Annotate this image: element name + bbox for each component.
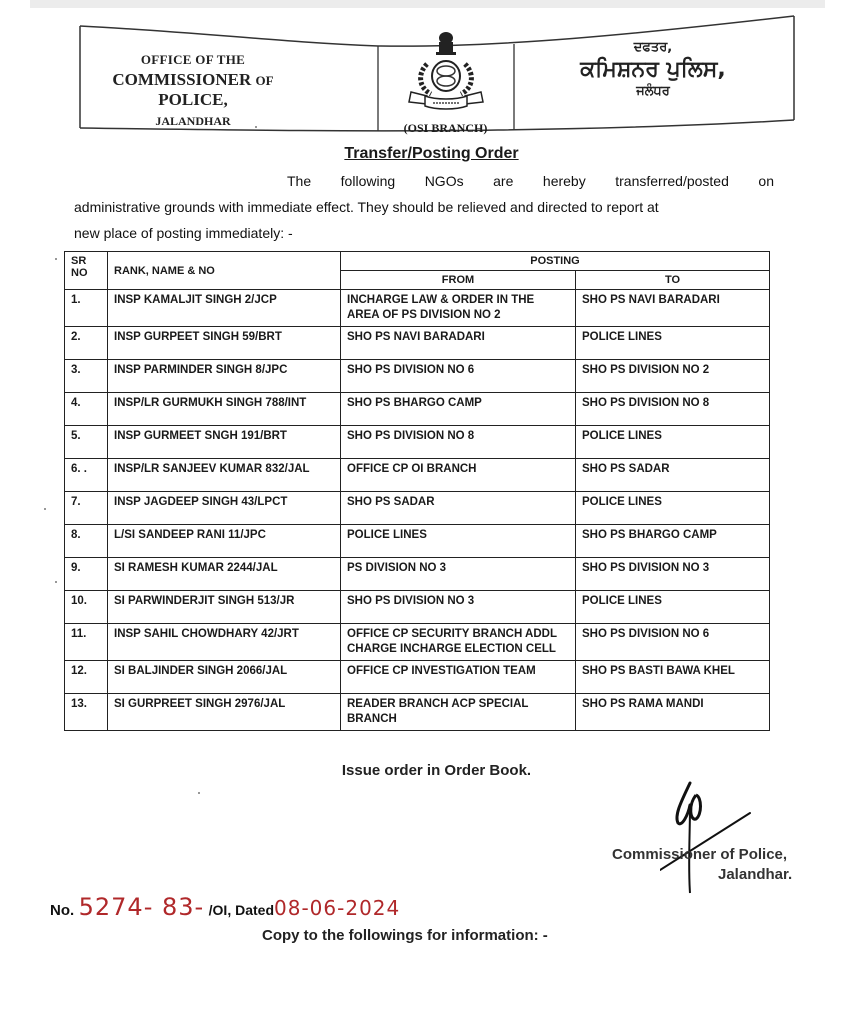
punjabi-line-3: ਜਲੰਧਰ	[636, 84, 670, 99]
name-cell: INSP JAGDEEP SINGH 43/LPCT	[108, 492, 341, 525]
from-cell: OFFICE CP SECURITY BRANCH ADDL CHARGE INCHARGE ELECTION CELL	[341, 624, 576, 661]
from-cell: SHO PS DIVISION NO 3	[341, 591, 576, 624]
signatory-block	[612, 845, 792, 885]
reference-line	[50, 893, 400, 921]
name-cell: INSP/LR SANJEEV KUMAR 832/JAL	[108, 459, 341, 492]
to-cell: POLICE LINES	[576, 327, 770, 360]
punjabi-line-1: ਦਫਤਰ,	[633, 40, 673, 55]
to-cell: SHO PS DIVISION NO 3	[576, 558, 770, 591]
sr-cell: 8.	[65, 525, 108, 558]
table-row	[65, 360, 770, 393]
from-cell: SHO PS SADAR	[341, 492, 576, 525]
from-cell: PS DIVISION NO 3	[341, 558, 576, 591]
sr-cell: 6. .	[65, 459, 108, 492]
office-line-1: OFFICE OF THE	[140, 52, 246, 67]
to-cell: SHO PS RAMA MANDI	[576, 694, 770, 731]
table-row	[65, 661, 770, 694]
name-cell: INSP GURMEET SNGH 191/BRT	[108, 426, 341, 459]
name-cell: SI GURPREET SINGH 2976/JAL	[108, 694, 341, 731]
letterhead	[78, 12, 796, 135]
issue-order-note: Issue order in Order Book.	[341, 762, 532, 779]
sr-cell: 10.	[65, 591, 108, 624]
scan-speck	[44, 508, 46, 510]
ref-prefix: No.	[50, 902, 75, 919]
table-row	[65, 393, 770, 426]
sr-cell: 7.	[65, 492, 108, 525]
office-line-3: JALANDHAR	[155, 114, 231, 128]
to-cell: SHO PS BASTI BAWA KHEL	[576, 661, 770, 694]
from-cell: SHO PS BHARGO CAMP	[341, 393, 576, 426]
to-cell: SHO PS NAVI BARADARI	[576, 290, 770, 327]
from-cell: SHO PS NAVI BARADARI	[341, 327, 576, 360]
police-emblem-icon	[401, 26, 491, 114]
to-cell: POLICE LINES	[576, 492, 770, 525]
transfer-table	[64, 251, 770, 731]
from-cell: SHO PS DIVISION NO 6	[341, 360, 576, 393]
date-handwritten: 08-06-2024	[274, 896, 401, 920]
to-cell: SHO PS DIVISION NO 2	[576, 360, 770, 393]
to-cell: SHO PS DIVISION NO 8	[576, 393, 770, 426]
scan-speck	[55, 258, 57, 260]
sr-cell: 3.	[65, 360, 108, 393]
sr-cell: 11.	[65, 624, 108, 661]
emblem-block	[383, 26, 508, 136]
table-row	[65, 426, 770, 459]
scan-speck	[255, 126, 257, 128]
punjabi-line-2: ਕਮਿਸ਼ਨਰ ਪੁਲਿਸ,	[580, 57, 726, 82]
header-sr-no: SR NO	[65, 252, 108, 290]
from-cell: READER BRANCH ACP SPECIAL BRANCH	[341, 694, 576, 731]
table-row	[65, 459, 770, 492]
header-from: FROM	[341, 271, 576, 290]
name-cell: SI PARWINDERJIT SINGH 513/JR	[108, 591, 341, 624]
intro-line-2: administrative grounds with immediate effect. They should be relieved and directed to report at	[74, 199, 659, 215]
from-cell: OFFICE CP INVESTIGATION TEAM	[341, 661, 576, 694]
header-posting: POSTING	[341, 252, 770, 271]
copy-to-line: Copy to the followings for information: -	[262, 927, 548, 944]
to-cell: SHO PS BHARGO CAMP	[576, 525, 770, 558]
header-rank-name-no: RANK, NAME & NO	[108, 252, 341, 290]
table-row	[65, 492, 770, 525]
sr-cell: 12.	[65, 661, 108, 694]
osi-branch-label: (OSI BRANCH)	[403, 121, 488, 135]
to-cell: SHO PS DIVISION NO 6	[576, 624, 770, 661]
signatory-location: Jalandhar.	[718, 866, 793, 883]
table-row	[65, 290, 770, 327]
name-cell: INSP PARMINDER SINGH 8/JPC	[108, 360, 341, 393]
sr-cell: 4.	[65, 393, 108, 426]
name-cell: INSP/LR GURMUKH SINGH 788/INT	[108, 393, 341, 426]
table-row	[65, 525, 770, 558]
table-row	[65, 624, 770, 661]
name-cell: INSP SAHIL CHOWDHARY 42/JRT	[108, 624, 341, 661]
ref-suffix: /OI, Dated	[208, 902, 275, 918]
sr-cell: 2.	[65, 327, 108, 360]
table-row	[65, 327, 770, 360]
table-row	[65, 591, 770, 624]
ref-number-handwritten: 5274- 83-	[78, 893, 205, 921]
sr-cell: 5.	[65, 426, 108, 459]
name-cell: INSP GURPEET SINGH 59/BRT	[108, 327, 341, 360]
name-cell: L/SI SANDEEP RANI 11/JPC	[108, 525, 341, 558]
from-cell: OFFICE CP OI BRANCH	[341, 459, 576, 492]
sr-cell: 9.	[65, 558, 108, 591]
order-title: Transfer/Posting Order	[344, 145, 519, 162]
scan-speck	[198, 792, 200, 794]
from-cell: INCHARGE LAW & ORDER IN THE AREA OF PS DIVISION NO 2	[341, 290, 576, 327]
sr-cell: 13.	[65, 694, 108, 731]
from-cell: SHO PS DIVISION NO 8	[341, 426, 576, 459]
office-line-2: COMMISSIONER OF POLICE,	[112, 70, 274, 109]
table-row	[65, 558, 770, 591]
intro-line-1: The following NGOs are hereby transferred/posted on	[287, 173, 774, 189]
scan-speck	[55, 581, 57, 583]
name-cell: SI BALJINDER SINGH 2066/JAL	[108, 661, 341, 694]
to-cell: POLICE LINES	[576, 426, 770, 459]
header-to: TO	[576, 271, 770, 290]
name-cell: SI RAMESH KUMAR 2244/JAL	[108, 558, 341, 591]
office-name-english	[78, 52, 308, 129]
scan-top-edge	[30, 0, 825, 8]
from-cell: POLICE LINES	[341, 525, 576, 558]
sr-cell: 1.	[65, 290, 108, 327]
to-cell: POLICE LINES	[576, 591, 770, 624]
signatory-title: Commissioner of Police,	[612, 846, 788, 863]
order-intro	[74, 168, 774, 246]
intro-line-3: new place of posting immediately: -	[74, 225, 293, 241]
table-row	[65, 694, 770, 731]
to-cell: SHO PS SADAR	[576, 459, 770, 492]
name-cell: INSP KAMALJIT SINGH 2/JCP	[108, 290, 341, 327]
office-name-punjabi	[518, 40, 788, 99]
